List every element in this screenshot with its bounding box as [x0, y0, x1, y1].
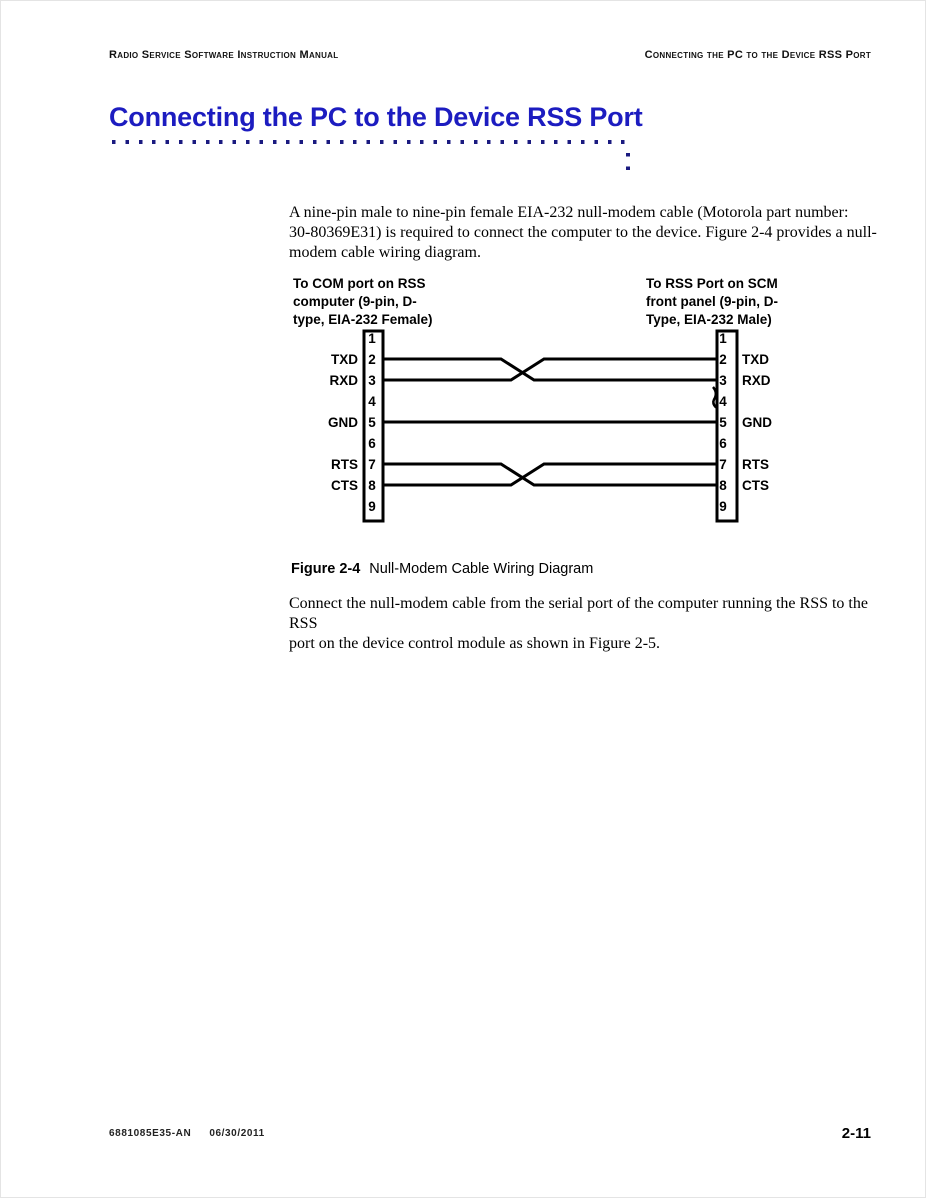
right-pin-number: 5 — [719, 415, 727, 430]
left-signal-label: TXD — [331, 352, 358, 367]
text-line: Connect the null-modem cable from the serial port of the computer running the RSS to the RSS — [289, 595, 868, 632]
left-signal-label: RTS — [331, 457, 358, 472]
footer-doc-number: 6881085E35-AN — [109, 1128, 192, 1139]
intro-paragraph — [289, 203, 889, 263]
right-pin-number: 9 — [719, 499, 727, 514]
outro-paragraph — [289, 594, 899, 654]
figure-caption-text: Null-Modem Cable Wiring Diagram — [369, 561, 594, 577]
left-pin-number: 7 — [368, 457, 376, 472]
header-right-text: Connecting the PC to the Device RSS Port — [644, 49, 871, 61]
text-line: front panel (9-pin, D- — [646, 294, 778, 309]
left-pin-number: 4 — [368, 394, 376, 409]
right-pin-number: 6 — [719, 436, 727, 451]
right-pin-number: 1 — [719, 331, 727, 346]
header-left-text: Radio Service Software Instruction Manual — [109, 49, 339, 61]
left-connector-label — [293, 275, 433, 329]
left-pin-number: 3 — [368, 373, 376, 388]
text-line: modem cable wiring diagram. — [289, 244, 481, 261]
text-line: type, EIA-232 Female) — [293, 312, 433, 327]
right-signal-label: RXD — [742, 373, 771, 388]
footer-page-number: 2-11 — [841, 1125, 871, 1142]
left-signal-label: CTS — [331, 478, 358, 493]
left-signal-label: GND — [328, 415, 358, 430]
text-line: 30-80369E31) is required to connect the computer to the device. Figure 2-4 provides a null- — [289, 224, 877, 241]
text-line: port on the device control module as shown in Figure 2-5. — [289, 635, 661, 652]
right-signal-label: RTS — [742, 457, 769, 472]
right-signal-label: TXD — [742, 352, 769, 367]
right-pin-number: 4 — [719, 394, 727, 409]
title-dotted-rule-tail — [626, 153, 630, 172]
title-dotted-rule — [112, 140, 632, 144]
page-title: Connecting the PC to the Device RSS Port — [109, 102, 643, 132]
text-line: Type, EIA-232 Male) — [646, 312, 772, 327]
left-pin-number: 2 — [368, 352, 376, 367]
wire — [383, 464, 717, 485]
figure-caption-number: Figure 2-4 — [291, 561, 361, 577]
footer-date: 06/30/2011 — [209, 1128, 265, 1139]
wire — [383, 359, 717, 380]
left-pin-number: 6 — [368, 436, 376, 451]
left-signal-label: RXD — [329, 373, 358, 388]
left-pin-number: 8 — [368, 478, 376, 493]
figure-caption — [291, 561, 593, 577]
wire — [383, 359, 717, 380]
text-line: To COM port on RSS — [293, 276, 426, 291]
null-modem-wiring-diagram — [281, 326, 801, 538]
left-pin-number: 5 — [368, 415, 376, 430]
right-pin-number: 3 — [719, 373, 727, 388]
right-signal-label: CTS — [742, 478, 769, 493]
left-pin-number: 1 — [368, 331, 376, 346]
right-pin-number: 8 — [719, 478, 727, 493]
footer-doc-info — [109, 1128, 265, 1139]
text-line: computer (9-pin, D- — [293, 294, 417, 309]
right-pin-number: 2 — [719, 352, 727, 367]
right-pin-number: 7 — [719, 457, 727, 472]
right-signal-label: GND — [742, 415, 772, 430]
text-line: To RSS Port on SCM — [646, 276, 778, 291]
text-line: A nine-pin male to nine-pin female EIA-232 null-modem cable (Motorola part number: — [289, 204, 849, 221]
wire — [383, 464, 717, 485]
left-pin-number: 9 — [368, 499, 376, 514]
running-header — [109, 49, 871, 61]
right-connector-label — [646, 275, 778, 329]
